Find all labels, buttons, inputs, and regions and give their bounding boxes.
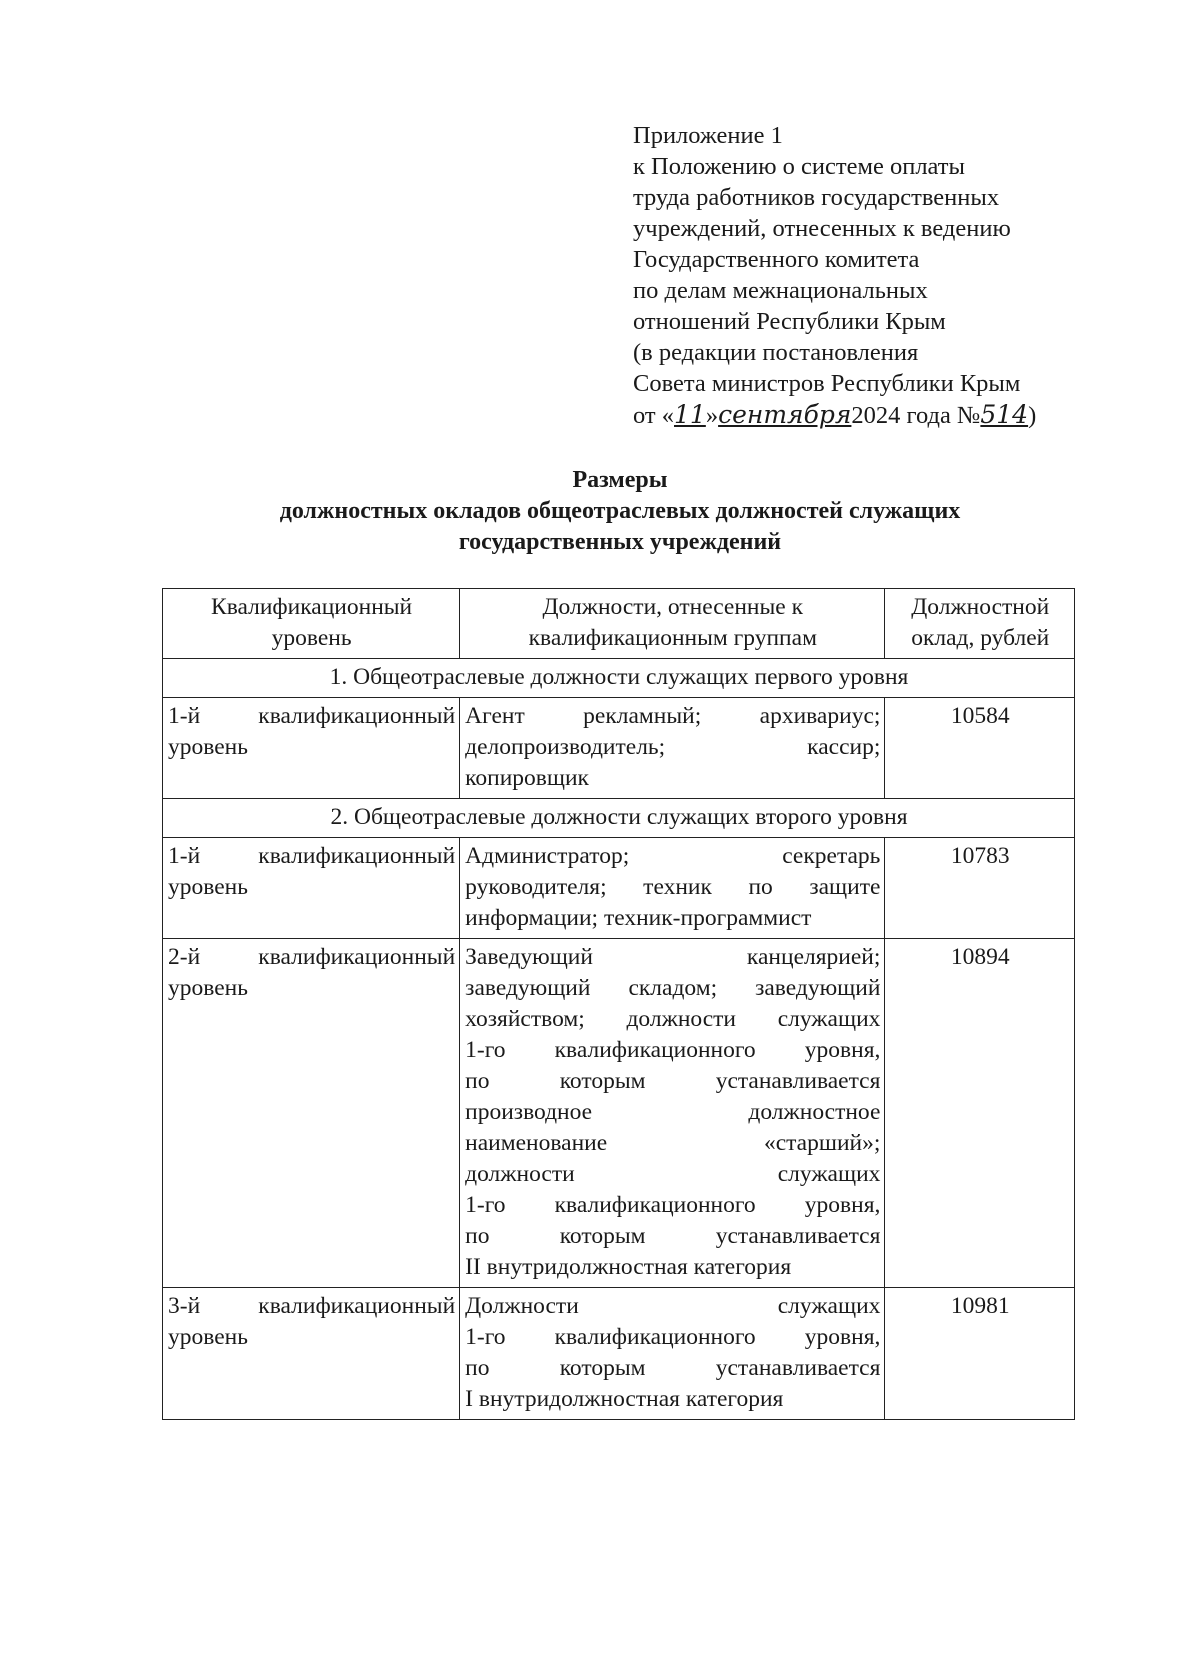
salary-cell: 10584 [885,698,1075,799]
section-row [163,659,1075,698]
section-title: 2. Общеотраслевые должности служащих второго уровня [163,799,1075,838]
salary-cell: 10894 [885,939,1075,1288]
date-prefix: от « [633,402,675,429]
level-word: квалификационный [258,1293,456,1319]
table-row [163,698,1075,799]
header-posts-line: квалификационным группам [528,625,817,651]
header-level-line: Квалификационный [211,594,413,620]
date-year: 2024 года № [851,402,981,429]
level-first-line [168,701,455,732]
posts-line: делопроизводитель; кассир; [465,734,881,760]
posts-cell [460,939,885,1288]
header-level [163,589,460,659]
level-cell [163,939,460,1288]
posts-line: 1-го квалификационного уровня, [465,1192,881,1218]
level-cell [163,838,460,939]
appendix-line: к Положению о системе оплаты [633,153,965,180]
header-level-line: уровень [271,625,352,651]
title-line-2: должностных окладов общеотраслевых должностей служащих [279,498,961,524]
level-first-line [168,1291,455,1322]
appendix-line: по делам межнациональных [633,277,928,304]
section-title: 1. Общеотраслевые должности служащих первого уровня [163,659,1075,698]
title-line-1: Размеры [572,467,668,493]
appendix-header [633,120,1093,431]
table-row [163,1288,1075,1420]
posts-line: хозяйством; должности служащих [465,1006,881,1032]
salary-cell: 10981 [885,1288,1075,1420]
posts-line: копировщик [465,765,589,791]
posts-line: наименование «старший»; [465,1130,881,1156]
posts-line: производное должностное [465,1099,881,1125]
salary-table [162,588,1075,1420]
handwritten-month: сентября [718,400,852,429]
appendix-line: учреждений, отнесенных к ведению [633,215,1011,242]
posts-line: Агент рекламный; архивариус; [465,703,881,729]
level-word: квалификационный [258,703,456,729]
document-title [160,465,1080,558]
posts-line: Заведующий канцелярией; [465,944,881,970]
level-number: 3-й [168,1293,201,1319]
level-word: уровень [168,1324,248,1350]
level-number: 1-й [168,843,201,869]
posts-line: Администратор; секретарь [465,843,881,869]
appendix-line: отношений Республики Крым [633,308,946,335]
posts-line: заведующий складом; заведующий [465,975,881,1001]
appendix-line: (в редакции постановления [633,339,919,366]
posts-cell [460,1288,885,1420]
level-word: уровень [168,734,248,760]
level-word: квалификационный [258,843,456,869]
table-row [163,838,1075,939]
level-first-line [168,841,455,872]
posts-line: по которым устанавливается [465,1223,881,1249]
appendix-line: Государственного комитета [633,246,920,273]
posts-line: информации; техник-программист [465,905,812,931]
posts-line: должности служащих [465,1161,881,1187]
date-mid: » [705,402,719,429]
level-word: квалификационный [258,944,456,970]
header-salary-line: Должностной [911,594,1050,620]
handwritten-day: 11 [674,400,706,429]
posts-line: 1-го квалификационного уровня, [465,1324,881,1350]
table-header-row [163,589,1075,659]
level-first-line [168,942,455,973]
posts-cell [460,698,885,799]
posts-line: по которым устанавливается [465,1068,881,1094]
header-salary-line: оклад, рублей [911,625,1050,651]
posts-line: I внутридолжностная категория [465,1386,784,1412]
header-posts-line: Должности, отнесенные к [542,594,804,620]
header-posts [460,589,885,659]
level-word: уровень [168,874,248,900]
date-close: ) [1028,402,1037,429]
header-salary [885,589,1075,659]
level-cell [163,698,460,799]
posts-line: руководителя; техник по защите [465,874,881,900]
level-number: 2-й [168,944,201,970]
posts-line: II внутридолжностная категория [465,1254,792,1280]
section-row [163,799,1075,838]
level-number: 1-й [168,703,201,729]
handwritten-number: 514 [980,400,1029,429]
posts-cell [460,838,885,939]
posts-line: 1-го квалификационного уровня, [465,1037,881,1063]
appendix-date-line [633,399,1093,431]
appendix-line: труда работников государственных [633,184,1000,211]
posts-line: Должности служащих [465,1293,881,1319]
appendix-line: Совета министров Республики Крым [633,370,1021,397]
posts-line: по которым устанавливается [465,1355,881,1381]
level-cell [163,1288,460,1420]
level-word: уровень [168,975,248,1001]
salary-cell: 10783 [885,838,1075,939]
appendix-line: Приложение 1 [633,122,783,149]
table-row [163,939,1075,1288]
title-line-3: государственных учреждений [458,529,782,555]
